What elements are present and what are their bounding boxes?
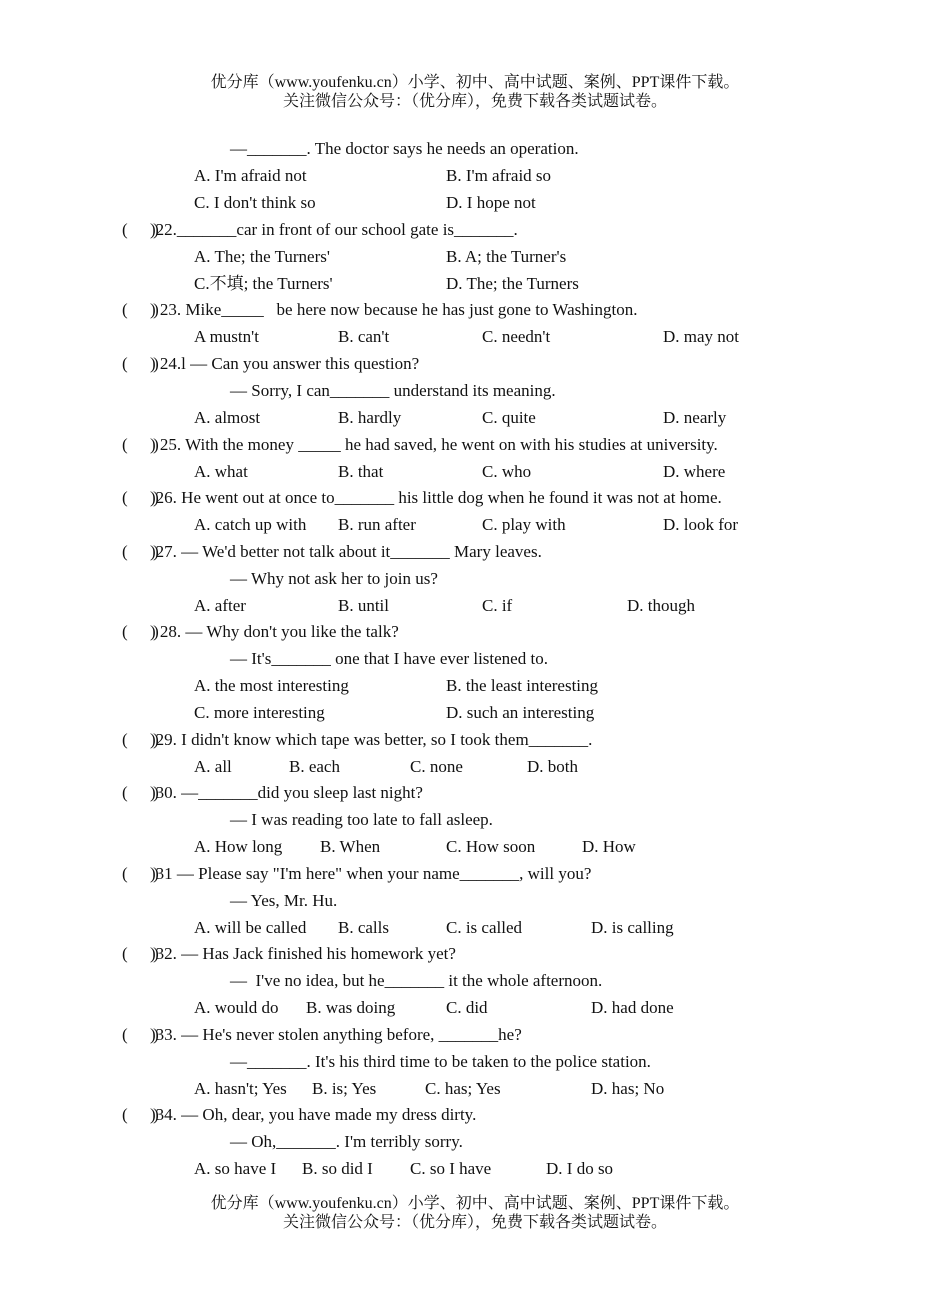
q34-answer-blank[interactable]: ( )	[122, 1105, 159, 1124]
q32-reply: — I've no idea, but he_______ it the whole afternoon.	[230, 971, 603, 990]
q26-option-b[interactable]: B. run after	[338, 515, 416, 534]
q29-option-a[interactable]: A. all	[194, 757, 232, 776]
q25-stem: ) 25. With the money _____ he had saved, he went on with his studies at university.	[150, 435, 718, 454]
q30-option-a[interactable]: A. How long	[194, 837, 283, 856]
q34-reply: — Oh,_______. I'm terribly sorry.	[230, 1132, 463, 1151]
q23-option-a[interactable]: A mustn't	[194, 327, 259, 346]
page-footer	[0, 1194, 950, 1232]
q25-option-a[interactable]: A. what	[194, 462, 248, 481]
q32-option-d[interactable]: D. had done	[591, 998, 674, 1017]
q28-option-b[interactable]: B. the least interesting	[446, 676, 599, 695]
q25-option-c[interactable]: C. who	[482, 462, 532, 481]
q26-option-d[interactable]: D. look for	[663, 515, 739, 534]
q28-reply: — It's_______ one that I have ever listened to.	[230, 649, 548, 668]
q26-option-a[interactable]: A. catch up with	[194, 515, 307, 534]
q30-option-b[interactable]: B. When	[320, 837, 381, 856]
q33-option-d[interactable]: D. has; No	[591, 1079, 665, 1098]
q32-option-c[interactable]: C. did	[446, 998, 488, 1017]
q24-option-c[interactable]: C. quite	[482, 408, 536, 427]
q21-option-d[interactable]: D. I hope not	[446, 193, 536, 212]
q31-option-a[interactable]: A. will be called	[194, 918, 307, 937]
q34-option-d[interactable]: D. I do so	[546, 1159, 614, 1178]
q32-option-a[interactable]: A. would do	[194, 998, 279, 1017]
q25-option-b[interactable]: B. that	[338, 462, 384, 481]
footer-line-2: 关注微信公众号：（优分库），免费下载各类试题试卷。	[282, 1214, 667, 1231]
footer-line-1: 优分库（www.youfenku.cn）小学、初中、高中试题、案例、PPT课件下载。	[210, 1195, 740, 1212]
q30-option-c[interactable]: C. How soon	[446, 837, 536, 856]
q21-answer-line: —_______. The doctor says he needs an operation.	[230, 139, 579, 158]
q23-answer-blank[interactable]: ( )	[122, 300, 159, 319]
q32-answer-blank[interactable]: ( )	[122, 944, 159, 963]
q24-stem: ) 24.l — Can you answer this question?	[150, 354, 420, 373]
q29-option-d[interactable]: D. both	[527, 757, 578, 776]
page-header	[0, 73, 950, 111]
q33-option-b[interactable]: B. is; Yes	[312, 1079, 377, 1098]
q32-stem: )32. — Has Jack finished his homework yet?	[150, 944, 456, 963]
q21-option-b[interactable]: B. I'm afraid so	[446, 166, 552, 185]
q26-option-c[interactable]: C. play with	[482, 515, 566, 534]
q27-option-b[interactable]: B. until	[338, 596, 390, 615]
q30-reply: — I was reading too late to fall asleep.	[230, 810, 493, 829]
q29-option-b[interactable]: B. each	[289, 757, 340, 776]
q26-stem: )26. He went out at once to_______ his little dog when he found it was not at home.	[150, 488, 722, 507]
q28-answer-blank[interactable]: ( )	[122, 622, 159, 641]
q24-reply: — Sorry, I can_______ understand its meaning.	[230, 381, 556, 400]
q26-answer-blank[interactable]: ( )	[122, 488, 159, 507]
q21-option-c[interactable]: C. I don't think so	[194, 193, 316, 212]
q33-stem: )33. — He's never stolen anything before, _______he?	[150, 1025, 522, 1044]
q21-option-a[interactable]: A. I'm afraid not	[194, 166, 307, 185]
q27-stem: )27. — We'd better not talk about it_______ Mary leaves.	[150, 542, 542, 561]
q31-reply: — Yes, Mr. Hu.	[230, 891, 338, 910]
q22-option-a[interactable]: A. The; the Turners'	[194, 247, 330, 266]
q31-answer-blank[interactable]: ( )	[122, 864, 159, 883]
q33-option-a[interactable]: A. hasn't; Yes	[194, 1079, 287, 1098]
q27-option-c[interactable]: C. if	[482, 596, 513, 615]
q28-stem: ) 28. — Why don't you like the talk?	[150, 622, 399, 641]
q32-option-b[interactable]: B. was doing	[306, 998, 396, 1017]
header-line-1: 优分库（www.youfenku.cn）小学、初中、高中试题、案例、PPT课件下载。	[210, 74, 740, 91]
q33-option-c[interactable]: C. has; Yes	[425, 1079, 501, 1098]
q29-option-c[interactable]: C. none	[410, 757, 463, 776]
q23-option-c[interactable]: C. needn't	[482, 327, 551, 346]
q24-option-a[interactable]: A. almost	[194, 408, 261, 427]
q34-option-b[interactable]: B. so did I	[302, 1159, 373, 1178]
q27-option-a[interactable]: A. after	[194, 596, 246, 615]
q25-answer-blank[interactable]: ( )	[122, 435, 159, 454]
q31-option-d[interactable]: D. is calling	[591, 918, 674, 937]
q30-answer-blank[interactable]: ( )	[122, 783, 159, 802]
q34-stem: )34. — Oh, dear, you have made my dress dirty.	[150, 1105, 477, 1124]
q31-stem: )31 — Please say "I'm here" when your name_______, will you?	[150, 864, 592, 883]
q28-option-d[interactable]: D. such an interesting	[446, 703, 595, 722]
q34-option-c[interactable]: C. so I have	[410, 1159, 492, 1178]
q34-option-a[interactable]: A. so have I	[194, 1159, 277, 1178]
q22-option-c[interactable]: C.不填; the Turners'	[194, 274, 333, 293]
q30-option-d[interactable]: D. How	[582, 837, 636, 856]
q27-answer-blank[interactable]: ( )	[122, 542, 159, 561]
q25-option-d[interactable]: D. where	[663, 462, 726, 481]
q28-option-c[interactable]: C. more interesting	[194, 703, 325, 722]
header-line-2: 关注微信公众号：（优分库），免费下载各类试题试卷。	[282, 93, 667, 110]
q22-stem: )22._______car in front of our school gate is_______.	[150, 220, 518, 239]
q24-option-b[interactable]: B. hardly	[338, 408, 402, 427]
q24-option-d[interactable]: D. nearly	[663, 408, 727, 427]
q23-option-d[interactable]: D. may not	[663, 327, 740, 346]
q28-option-a[interactable]: A. the most interesting	[194, 676, 349, 695]
q27-option-d[interactable]: D. though	[627, 596, 695, 615]
q23-option-b[interactable]: B. can't	[338, 327, 390, 346]
q29-stem: )29. I didn't know which tape was better, so I took them_______.	[150, 730, 593, 749]
q22-option-b[interactable]: B. A; the Turner's	[446, 247, 567, 266]
q33-answer-blank[interactable]: ( )	[122, 1025, 159, 1044]
q24-answer-blank[interactable]: ( )	[122, 354, 159, 373]
q27-reply: — Why not ask her to join us?	[230, 569, 438, 588]
q31-option-b[interactable]: B. calls	[338, 918, 389, 937]
q22-answer-blank[interactable]: ( )	[122, 220, 159, 239]
q22-option-d[interactable]: D. The; the Turners	[446, 274, 579, 293]
q31-option-c[interactable]: C. is called	[446, 918, 523, 937]
q29-answer-blank[interactable]: ( )	[122, 730, 159, 749]
q23-stem: ) 23. Mike_____ be here now because he has just gone to Washington.	[150, 300, 638, 319]
q33-reply: —_______. It's his third time to be taken to the police station.	[230, 1052, 651, 1071]
q30-stem: )30. —_______did you sleep last night?	[150, 783, 423, 802]
